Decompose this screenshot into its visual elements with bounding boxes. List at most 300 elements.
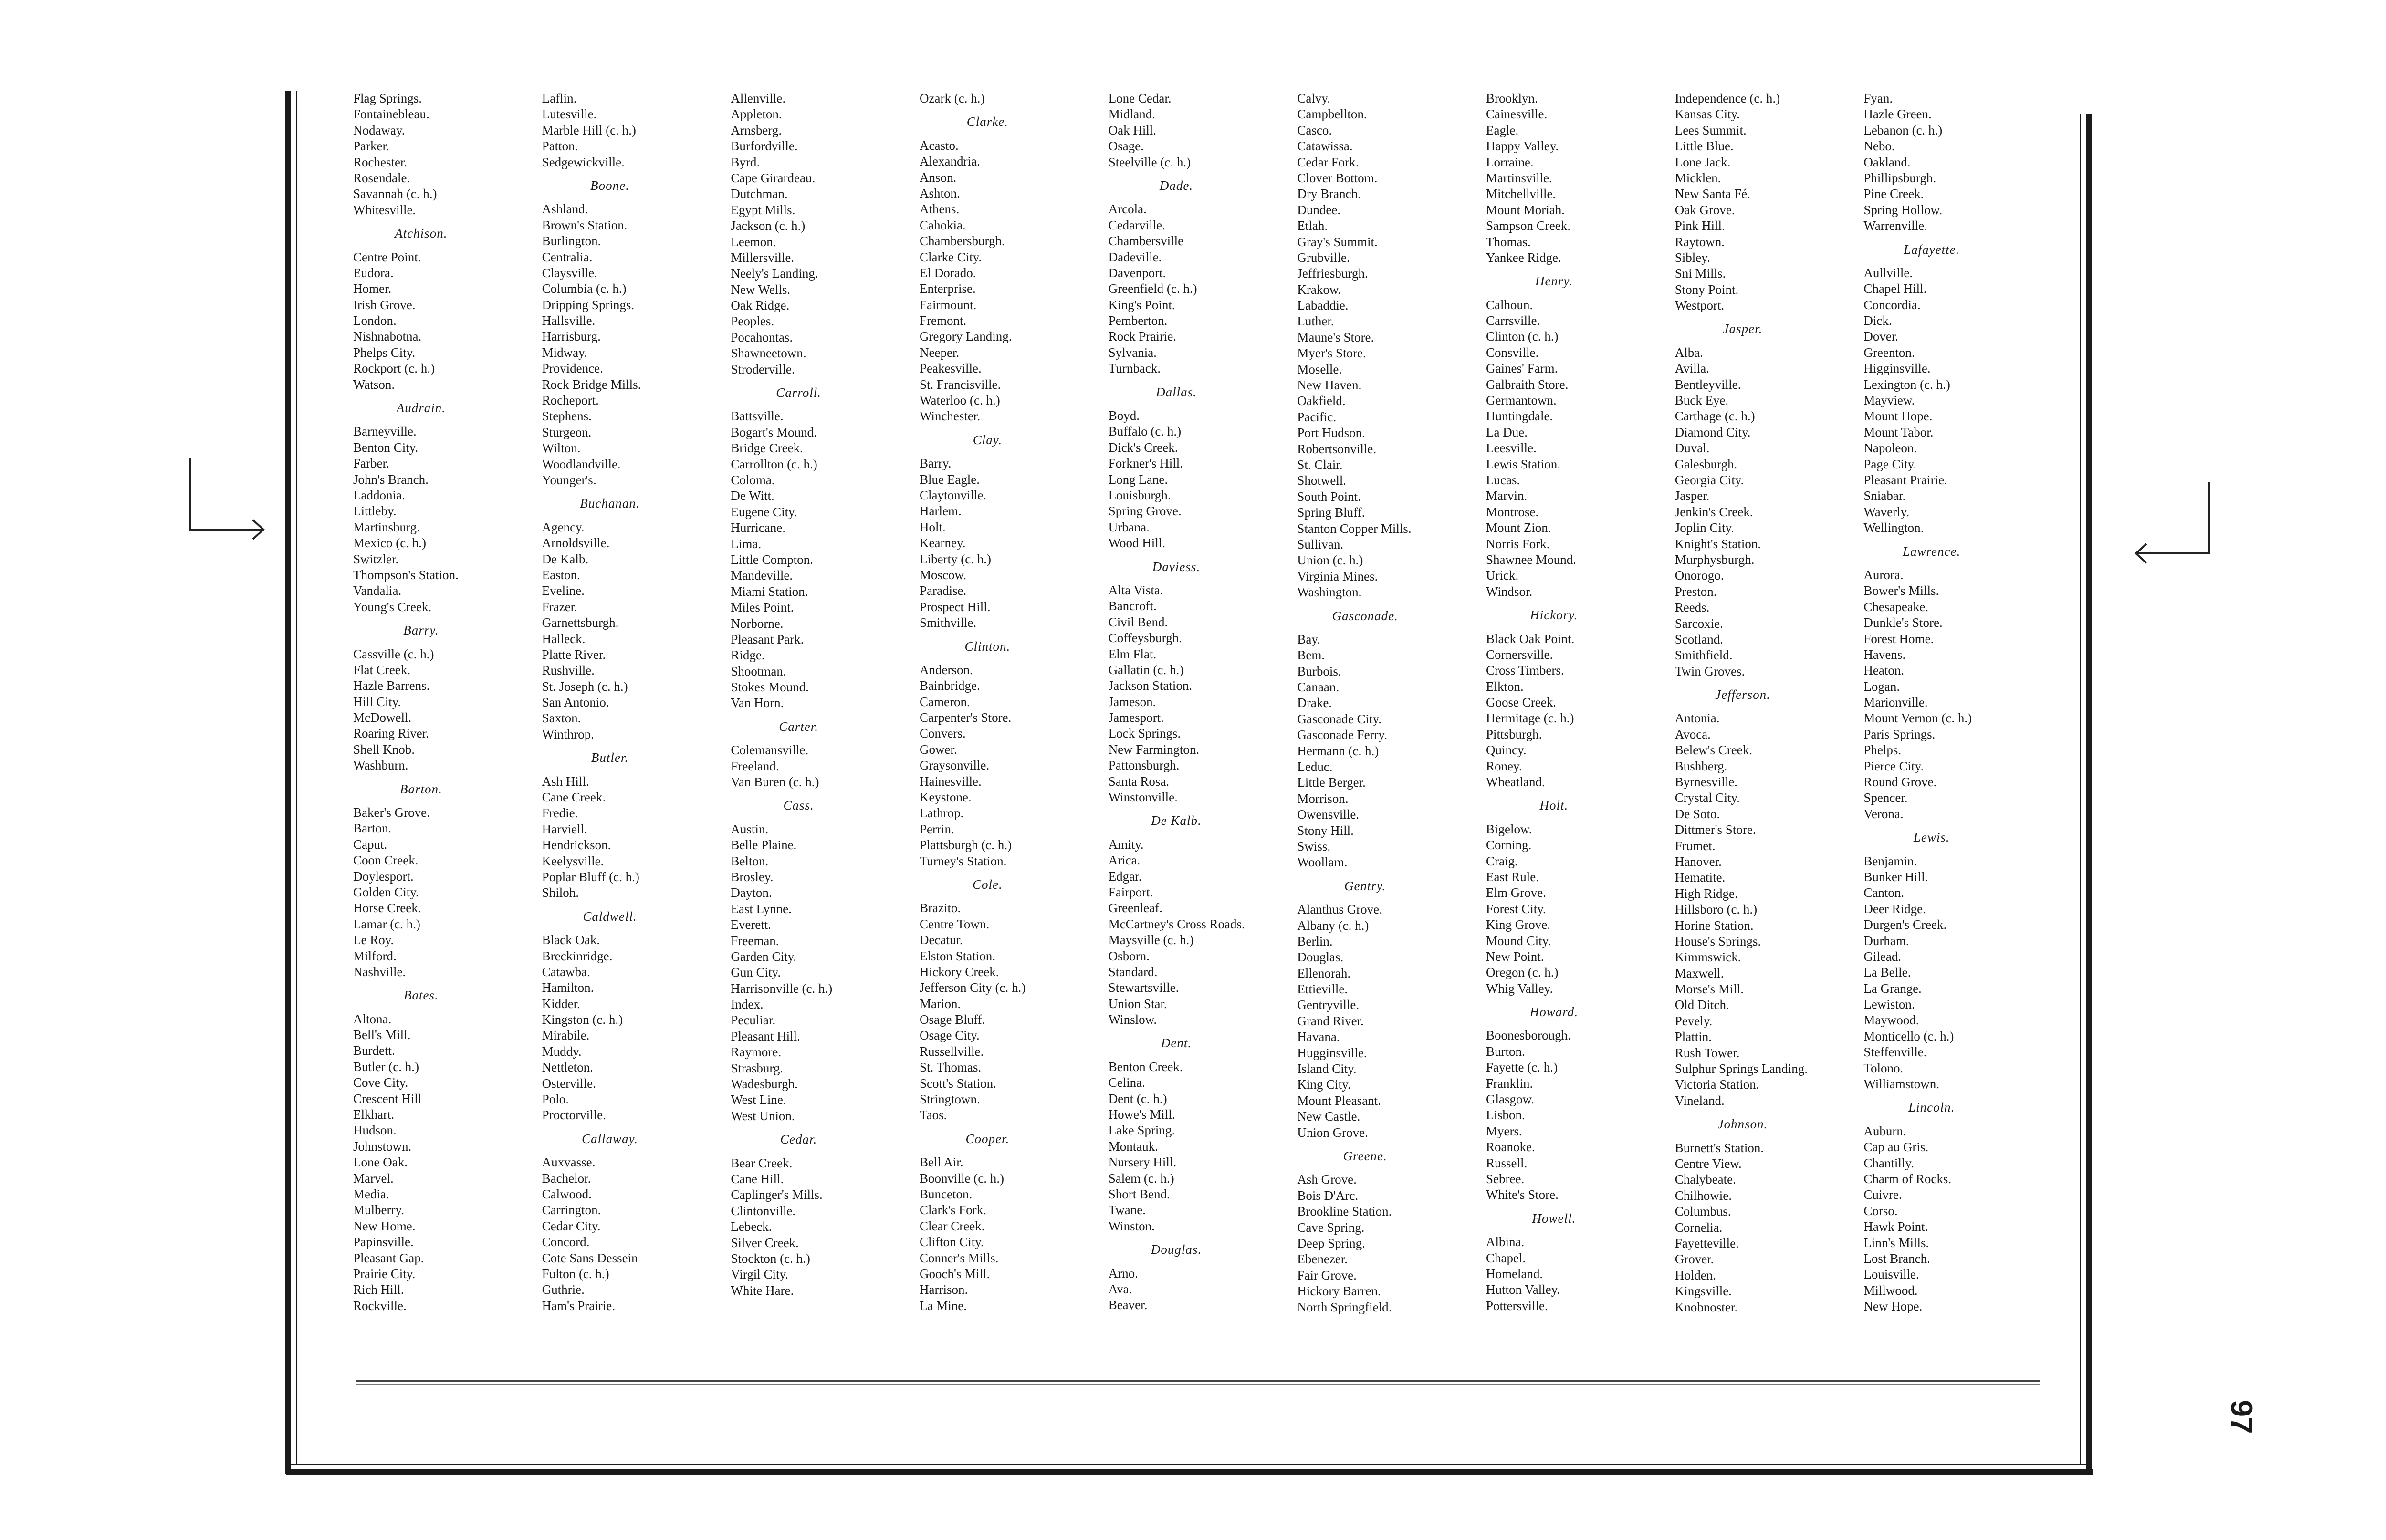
post-office-entry: Osborn. — [1108, 948, 1150, 963]
section-gap — [1109, 170, 1297, 178]
county-heading: Dade. — [1159, 178, 1193, 193]
post-office-entry: St. Francisville. — [920, 377, 1001, 392]
post-office-entry: Bunker Hill. — [1863, 869, 1928, 884]
post-office-entry: Rocheport. — [542, 393, 599, 408]
post-office-entry: Elston Station. — [920, 948, 996, 963]
post-office-entry: Lucas. — [1486, 472, 1520, 487]
post-office-entry: Georgia City. — [1674, 472, 1744, 487]
post-office-entry: Flat Creek. — [353, 662, 410, 677]
post-office-entry: Lexington (c. h.) — [1863, 377, 1950, 392]
county-heading: Buchanan. — [580, 496, 640, 511]
post-office-entry: Ashton. — [920, 186, 960, 200]
page-border-right-thin — [2080, 114, 2081, 1465]
post-office-entry: Pocahontas. — [731, 330, 793, 344]
post-office-entry: Winthrop. — [542, 727, 594, 741]
post-office-entry: Monticello (c. h.) — [1863, 1029, 1954, 1043]
post-office-entry: Fairport. — [1108, 884, 1153, 899]
post-office-entry: Frumet. — [1674, 838, 1716, 853]
post-office-entry: Miami Station. — [731, 584, 808, 599]
post-office-entry: Breckinridge. — [542, 948, 613, 963]
post-office-entry: Hermann (c. h.) — [1297, 743, 1379, 758]
post-office-entry: Frazer. — [542, 599, 577, 614]
post-office-entry: Coon Creek. — [353, 853, 419, 868]
post-office-entry: Martinsburg. — [353, 520, 420, 534]
post-office-entry: High Ridge. — [1674, 886, 1738, 901]
post-office-entry: Stringtown. — [920, 1092, 980, 1107]
post-office-entry: Whig Valley. — [1486, 981, 1553, 996]
post-office-entry: Cane Creek. — [542, 790, 606, 805]
post-office-entry: House's Springs. — [1674, 934, 1761, 948]
post-office-entry: Gaines' Farm. — [1486, 361, 1558, 376]
post-office-entry: Pleasant Prairie. — [1863, 472, 1947, 487]
post-office-entry: White Hare. — [731, 1283, 794, 1298]
post-office-entry: Rockport (c. h.) — [353, 361, 435, 376]
post-office-entry: Mount Tabor. — [1863, 425, 1934, 439]
post-office-entry: Cedar City. — [542, 1218, 601, 1233]
post-office-entry: Gilead. — [1863, 949, 1902, 964]
post-office-entry: Quincy. — [1486, 743, 1527, 758]
post-office-entry: Etlah. — [1297, 219, 1328, 233]
post-office-entry: St. Clair. — [1297, 457, 1343, 472]
post-office-entry: Craig. — [1486, 853, 1518, 868]
section-gap — [1863, 258, 2052, 265]
post-office-entry: Hurricane. — [731, 520, 786, 535]
post-office-entry: Boonesborough. — [1486, 1028, 1571, 1043]
post-office-entry: Paris Springs. — [1863, 727, 1936, 741]
post-office-entry: Durgen's Creek. — [1863, 917, 1947, 932]
post-office-entry: Reeds. — [1674, 600, 1710, 615]
post-office-entry: Alba. — [1674, 345, 1703, 360]
post-office-entry: Myer's Store. — [1297, 346, 1366, 361]
post-office-entry: Wood Hill. — [1108, 536, 1166, 551]
post-office-entry: Stanton Copper Mills. — [1297, 521, 1412, 536]
section-gap — [353, 242, 542, 250]
county-heading: Callaway. — [582, 1131, 638, 1146]
post-office-entry: De Kalb. — [542, 551, 589, 566]
section-gap — [1109, 1234, 1297, 1242]
county-heading: De Kalb. — [1151, 813, 1202, 828]
post-office-entry: Kansas City. — [1674, 107, 1740, 122]
post-office-entry: Bigelow. — [1486, 822, 1532, 836]
post-office-entry: Pittsburgh. — [1486, 727, 1542, 741]
section-gap — [1863, 846, 2052, 853]
post-office-entry: Neely's Landing. — [731, 266, 818, 281]
post-office-entry: Ridge. — [731, 648, 765, 663]
post-office-entry: Canaan. — [1297, 680, 1340, 695]
section-gap — [731, 790, 919, 798]
post-office-entry: Sniabar. — [1863, 489, 1906, 503]
post-office-entry: Leesville. — [1486, 441, 1537, 456]
county-heading: Bates. — [403, 988, 439, 1003]
post-office-entry: Cross Timbers. — [1486, 663, 1564, 678]
post-office-entry: Elm Flat. — [1108, 646, 1157, 661]
post-office-entry: Fyan. — [1863, 91, 1893, 105]
post-office-entry: Dutchman. — [731, 187, 788, 201]
post-office-entry: Diamond City. — [1674, 425, 1751, 439]
post-office-entry: Watson. — [353, 377, 395, 392]
post-office-entry: Peculiar. — [731, 1013, 776, 1028]
post-office-entry: La Mine. — [920, 1298, 967, 1313]
section-gap — [1863, 822, 2052, 830]
post-office-entry: Greenleaf. — [1108, 901, 1162, 916]
page-number — [2225, 1388, 2259, 1446]
section-gap — [1109, 829, 1297, 837]
post-office-entry: Lorraine. — [1486, 155, 1534, 169]
post-office-entry: Brooklyn. — [1486, 91, 1538, 105]
post-office-entry: Maune's Store. — [1297, 330, 1374, 344]
post-office-entry: Crescent Hill — [353, 1091, 422, 1106]
post-office-entry: Gasconade City. — [1297, 711, 1382, 726]
post-office-entry: Harlem. — [920, 504, 962, 519]
post-office-entry: Pink Hill. — [1674, 219, 1725, 233]
post-office-entry: Scotland. — [1674, 632, 1723, 646]
post-office-entry: Turnback. — [1108, 361, 1161, 376]
post-office-entry: Clarke City. — [920, 250, 982, 264]
post-office-entry: Irish Grove. — [353, 297, 416, 312]
post-office-entry: Mount Pleasant. — [1297, 1093, 1381, 1108]
post-office-entry: Arnsberg. — [731, 123, 782, 137]
post-office-entry: Tolono. — [1863, 1061, 1904, 1075]
section-gap — [731, 1124, 919, 1132]
post-office-entry: Little Blue. — [1674, 139, 1734, 154]
post-office-entry: Centralia. — [542, 250, 593, 264]
post-office-entry: Hamilton. — [542, 980, 594, 995]
section-gap — [731, 377, 919, 385]
post-office-entry: Napoleon. — [1863, 441, 1917, 456]
page-border-left-thin — [296, 91, 297, 1465]
post-office-entry: Brosley. — [731, 869, 774, 884]
post-office-entry: Whitesville. — [353, 202, 416, 217]
post-office-entry: Shotwell. — [1297, 473, 1347, 488]
section-gap — [1486, 290, 1674, 297]
section-gap — [1863, 1116, 2052, 1124]
section-gap — [353, 393, 542, 400]
section-gap — [353, 797, 542, 805]
post-office-entry: San Antonio. — [542, 695, 609, 710]
post-office-entry: Avilla. — [1674, 361, 1709, 376]
section-gap — [542, 925, 731, 932]
post-office-entry: Anson. — [920, 170, 957, 185]
post-office-entry: Twin Groves. — [1674, 664, 1745, 678]
post-office-entry: New Point. — [1486, 949, 1544, 964]
post-office-entry: Papinsville. — [353, 1235, 414, 1249]
post-office-entry: Gregory Landing. — [920, 329, 1012, 344]
post-office-entry: Scott's Station. — [920, 1076, 996, 1091]
post-office-entry: Eagle. — [1486, 123, 1519, 137]
post-office-entry: Shiloh. — [542, 885, 579, 900]
section-gap — [920, 106, 1108, 114]
post-office-entry: Bem. — [1297, 648, 1325, 663]
post-office-entry: Doylesport. — [353, 869, 414, 884]
post-office-entry: Little Compton. — [731, 552, 813, 567]
post-office-entry: Berlin. — [1297, 934, 1333, 948]
section-gap — [1297, 624, 1486, 632]
post-office-entry: Linn's Mills. — [1863, 1235, 1929, 1250]
post-office-entry: Dry Branch. — [1297, 187, 1361, 201]
post-office-entry: Deep Spring. — [1297, 1236, 1365, 1250]
post-office-entry: Bay. — [1297, 632, 1320, 646]
post-office-entry: Ham's Prairie. — [542, 1298, 615, 1313]
column-1 — [353, 91, 542, 1369]
post-office-entry: Spring Bluff. — [1297, 505, 1365, 520]
post-office-entry: Pine Creek. — [1863, 187, 1924, 201]
post-office-entry: Hematite. — [1674, 870, 1726, 885]
post-office-entry: Enterprise. — [920, 281, 976, 296]
post-office-entry: Nodaway. — [353, 123, 405, 137]
post-office-entry: White's Store. — [1486, 1187, 1559, 1202]
post-office-entry: Long Lane. — [1108, 472, 1168, 487]
post-office-entry: Campbellton. — [1297, 107, 1367, 122]
post-office-entry: Pleasant Park. — [731, 632, 804, 646]
section-gap — [542, 766, 731, 774]
post-office-entry: Thompson's Station. — [353, 567, 459, 582]
county-heading: Jefferson. — [1715, 687, 1770, 702]
post-office-entry: Gray's Summit. — [1297, 234, 1378, 249]
post-office-entry: Oak Hill. — [1108, 123, 1157, 137]
post-office-entry: Bell Air. — [920, 1155, 963, 1170]
post-office-entry: Kingsville. — [1674, 1284, 1732, 1299]
post-office-entry: Chilhowie. — [1674, 1188, 1732, 1203]
section-gap — [1863, 560, 2052, 567]
post-office-entry: Mount Hope. — [1863, 409, 1933, 424]
post-office-entry: Maxwell. — [1674, 966, 1724, 980]
county-heading: Lincoln. — [1908, 1100, 1955, 1115]
post-office-entry: Osage. — [1108, 139, 1144, 154]
post-office-entry: Columbia (c. h.) — [542, 281, 627, 296]
post-office-entry: Salem (c. h.) — [1108, 1171, 1174, 1186]
county-heading: Carter. — [779, 719, 819, 734]
post-office-entry: Virgil City. — [731, 1267, 788, 1282]
post-office-entry: Lebeck. — [731, 1219, 772, 1234]
post-office-entry: Concordia. — [1863, 297, 1921, 312]
post-office-entry: Halleck. — [542, 631, 586, 646]
post-office-entry: Battsville. — [731, 409, 784, 424]
post-office-entry: Barneyville. — [353, 424, 417, 439]
post-office-entry: Burdett. — [353, 1043, 395, 1058]
post-office-entry: Victoria Station. — [1674, 1077, 1759, 1092]
post-office-entry: Jackson Station. — [1108, 678, 1193, 693]
section-gap — [1109, 1051, 1297, 1059]
county-heading: Jasper. — [1723, 322, 1763, 336]
post-office-entry: Carrollton (c. h.) — [731, 457, 817, 471]
post-office-entry: Wilton. — [542, 441, 581, 456]
post-office-entry: Catawissa. — [1297, 139, 1353, 154]
post-office-entry: Ash Hill. — [542, 774, 589, 789]
post-office-entry: Stony Hill. — [1297, 823, 1354, 838]
post-office-entry: Shell Knob. — [353, 742, 415, 757]
post-office-entry: Grover. — [1674, 1252, 1714, 1267]
post-office-entry: Columbus. — [1674, 1204, 1731, 1219]
section-gap — [1486, 1227, 1674, 1234]
column-2 — [542, 91, 731, 1369]
post-office-entry: Centre Point. — [353, 250, 421, 264]
post-office-entry: Claytonville. — [920, 488, 987, 502]
post-office-entry: Aullville. — [1863, 265, 1913, 280]
post-office-entry: Caplinger's Mills. — [731, 1187, 823, 1202]
post-office-entry: Greenfield (c. h.) — [1108, 281, 1197, 296]
post-office-entry: Leemon. — [731, 234, 776, 249]
post-office-entry: Chambersburgh. — [920, 234, 1005, 249]
post-office-entry: Byrd. — [731, 155, 760, 169]
post-office-entry: Nashville. — [353, 964, 406, 979]
post-office-entry: Lewiston. — [1863, 997, 1915, 1012]
post-office-entry: Claysville. — [542, 265, 597, 280]
post-office-entry: Civil Bend. — [1108, 614, 1168, 629]
post-office-entry: Murphysburgh. — [1674, 552, 1755, 567]
section-gap — [731, 1148, 919, 1155]
county-heading: Lewis. — [1913, 830, 1950, 845]
post-office-entry: Leduc. — [1297, 760, 1333, 774]
post-office-entry: Pevely. — [1674, 1013, 1713, 1028]
post-office-entry: Cove City. — [353, 1075, 408, 1090]
post-office-entry: Labaddie. — [1297, 298, 1349, 313]
county-heading: Cooper. — [965, 1131, 1010, 1146]
post-office-entry: Pleasant Hill. — [731, 1029, 800, 1043]
post-office-entry: Pemberton. — [1108, 313, 1168, 328]
post-office-entry: East Rule. — [1486, 869, 1539, 884]
post-office-entry: Calvy. — [1297, 91, 1330, 105]
section-gap — [542, 901, 731, 909]
post-office-entry: Mulberry. — [353, 1203, 404, 1217]
post-office-entry: Taos. — [920, 1108, 947, 1123]
post-office-entry: Lone Jack. — [1674, 155, 1731, 169]
post-office-entry: Waterloo (c. h.) — [920, 393, 1000, 408]
county-heading: Howell. — [1532, 1211, 1576, 1226]
post-office-entry: Chalybeate. — [1674, 1172, 1736, 1187]
post-office-entry: Lima. — [731, 536, 762, 551]
section-gap — [920, 130, 1108, 138]
post-office-entry: Cameron. — [920, 694, 970, 709]
post-office-entry: Corning. — [1486, 838, 1532, 853]
section-gap — [1109, 377, 1297, 385]
post-office-entry: Catawba. — [542, 964, 590, 979]
post-office-entry: Cainesville. — [1486, 107, 1548, 122]
section-gap — [353, 639, 542, 646]
post-office-entry: Glasgow. — [1486, 1092, 1535, 1107]
post-office-entry: Homeland. — [1486, 1266, 1543, 1281]
post-office-entry: Prospect Hill. — [920, 599, 991, 614]
post-office-entry: Midland. — [1108, 107, 1155, 122]
post-office-entry: Roney. — [1486, 759, 1522, 773]
post-office-entry: Concord. — [542, 1235, 590, 1249]
post-office-entry: St. Thomas. — [920, 1060, 982, 1075]
post-office-entry: Keystone. — [920, 790, 972, 805]
post-office-entry: Homer. — [353, 281, 392, 296]
post-office-entry: Silver Creek. — [731, 1235, 799, 1250]
post-office-entry: Ebenezer. — [1297, 1252, 1348, 1267]
county-heading: Gentry. — [1344, 878, 1386, 893]
post-office-entry: Peakesville. — [920, 361, 982, 376]
post-office-entry: Buffalo (c. h.) — [1108, 424, 1182, 439]
post-office-entry: Elkhart. — [353, 1107, 395, 1122]
post-office-entry: Le Roy. — [353, 933, 394, 947]
post-office-entry: Index. — [731, 997, 764, 1012]
post-office-entry: Jamesport. — [1108, 710, 1164, 725]
post-office-entry: Elkton. — [1486, 679, 1524, 694]
county-heading: Clarke. — [966, 114, 1008, 129]
post-office-entry: Preston. — [1674, 584, 1717, 599]
post-office-entry: Celina. — [1108, 1075, 1145, 1090]
post-office-entry: Burbois. — [1297, 664, 1341, 678]
post-office-entry: Hermitage (c. h.) — [1486, 711, 1574, 726]
post-office-entry: Dick's Creek. — [1108, 440, 1178, 455]
post-office-entry: Edgar. — [1108, 869, 1142, 884]
post-office-entry: Bridge Creek. — [731, 441, 803, 456]
post-office-entry: Davenport. — [1108, 265, 1166, 280]
post-office-entry: Dadeville. — [1108, 250, 1162, 264]
post-office-entry: Union Grove. — [1297, 1125, 1368, 1140]
post-office-entry: Sylvania. — [1108, 345, 1157, 360]
section-gap — [1486, 1203, 1674, 1211]
post-office-entry: Huntingdale. — [1486, 409, 1553, 424]
section-gap — [1675, 313, 1863, 321]
post-office-entry: Grand River. — [1297, 1013, 1364, 1028]
section-gap — [1486, 266, 1674, 273]
post-office-entry: Montrose. — [1486, 504, 1539, 519]
post-office-entry: Myers. — [1486, 1124, 1522, 1138]
post-office-entry: Nettleton. — [542, 1060, 593, 1075]
post-office-entry: Johnstown. — [353, 1139, 412, 1154]
left-fold-arrow-icon — [186, 453, 272, 558]
post-office-entry: Harrisburg. — [542, 329, 601, 344]
post-office-entry: Burlington. — [542, 234, 601, 249]
post-office-entry: Sullivan. — [1297, 537, 1344, 551]
page-border-right-thick — [2086, 114, 2092, 1474]
post-office-entry: Sulphur Springs Landing. — [1674, 1061, 1808, 1076]
section-gap — [920, 893, 1108, 900]
post-office-entry: Hill City. — [353, 694, 401, 709]
post-office-entry: Dent (c. h.) — [1108, 1091, 1167, 1106]
post-office-entry: Fair Grove. — [1297, 1268, 1357, 1282]
post-office-entry: Old Ditch. — [1674, 998, 1729, 1012]
post-office-entry: Smithville. — [920, 615, 977, 630]
post-office-entry: Spencer. — [1863, 791, 1908, 805]
post-office-entry: Midway. — [542, 345, 587, 360]
post-office-list — [353, 91, 2052, 1369]
post-office-entry: Verona. — [1863, 806, 1904, 821]
post-office-entry: Louisburgh. — [1108, 488, 1171, 502]
post-office-entry: Cuivre. — [1863, 1187, 1902, 1202]
post-office-entry: John's Branch. — [353, 472, 429, 487]
section-gap — [1863, 234, 2052, 242]
post-office-entry: Black Oak. — [542, 933, 600, 947]
post-office-entry: St. Joseph (c. h.) — [542, 679, 628, 694]
post-office-entry: Phelps. — [1863, 743, 1902, 758]
post-office-entry: Dover. — [1863, 329, 1899, 344]
section-gap — [920, 1147, 1108, 1155]
post-office-entry: Harviell. — [542, 822, 587, 836]
post-office-entry: Hickory Creek. — [920, 964, 999, 979]
post-office-entry: Stroderville. — [731, 362, 795, 376]
section-gap — [1863, 536, 2052, 544]
post-office-entry: Westport. — [1674, 298, 1725, 313]
county-heading: Cole. — [972, 877, 1003, 892]
post-office-entry: Saxton. — [542, 711, 581, 726]
post-office-entry: Holden. — [1674, 1268, 1716, 1282]
post-office-entry: Auxvasse. — [542, 1155, 596, 1170]
post-office-entry: Higginsville. — [1863, 361, 1931, 376]
post-office-entry: Barton. — [353, 821, 392, 836]
post-office-entry: Savannah (c. h.) — [353, 187, 437, 201]
post-office-entry: Baker's Grove. — [353, 805, 430, 820]
post-office-entry: Carrsville. — [1486, 313, 1540, 328]
section-gap — [1675, 679, 1863, 687]
county-heading: Douglas. — [1151, 1242, 1202, 1257]
post-office-entry: Corso. — [1863, 1203, 1898, 1218]
county-heading: Clinton. — [964, 639, 1011, 654]
post-office-entry: Centre View. — [1674, 1156, 1742, 1171]
post-office-entry: Younger's. — [542, 472, 596, 487]
